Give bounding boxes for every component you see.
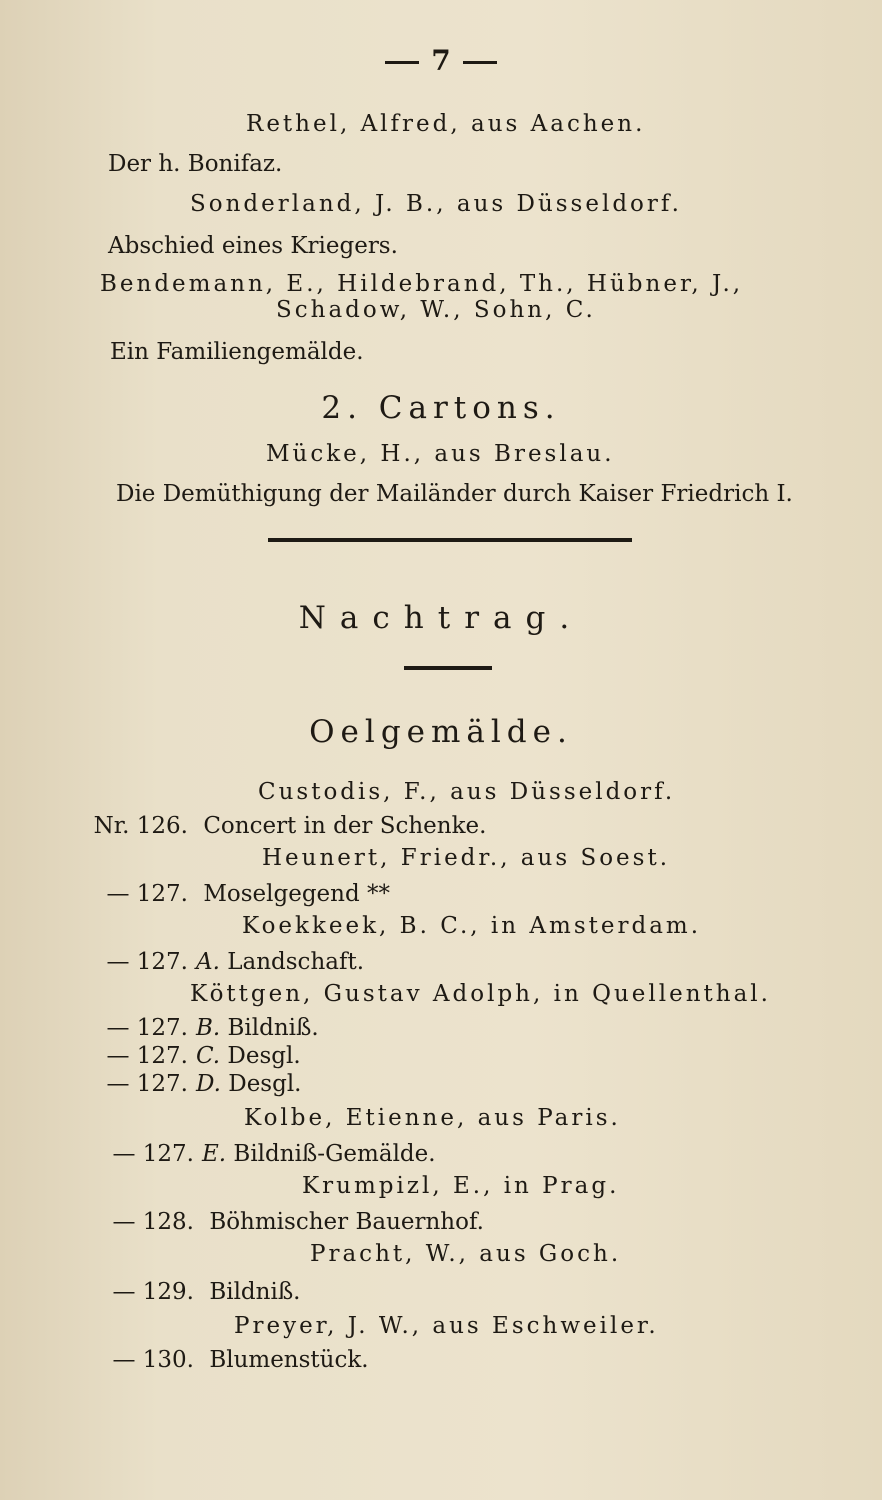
cartons-heading: 2. Cartons. (321, 390, 561, 426)
artist-line: Rethel, Alfred, aus Aachen. (246, 111, 646, 137)
artist-line: Kolbe, Etienne, aus Paris. (244, 1105, 621, 1131)
catalog-entry (70, 1042, 301, 1070)
artist-line: Koekkeek, B. C., in Amsterdam. (242, 913, 702, 939)
catalog-entry (70, 948, 364, 976)
catalog-entry (76, 1346, 369, 1374)
entry-suffix: B. (196, 1015, 221, 1041)
dash-left (385, 61, 419, 64)
artist-line: Sonderland, J. B., aus Düsseldorf. (190, 191, 682, 217)
entry-title: Böhmischer Bauernhof. (209, 1209, 484, 1235)
entry-number: — 127. (106, 949, 188, 975)
entry-number: — 127. (106, 1015, 188, 1041)
entry-number: — 127. (106, 1043, 188, 1069)
entry-title: Landschaft. (227, 949, 365, 975)
entry-number: — 127. (106, 1071, 188, 1097)
catalog-entry (70, 812, 486, 840)
catalog-entry (76, 1140, 436, 1168)
entry-suffix: A. (196, 949, 220, 975)
entry-title: Bildniß. (209, 1279, 301, 1305)
work-title: Ein Familiengemälde. (110, 339, 364, 365)
entry-suffix: D. (196, 1071, 221, 1097)
catalog-entry (70, 1014, 319, 1042)
nachtrag-heading: Nachtrag. (298, 600, 584, 636)
work-title: Der h. Bonifaz. (108, 151, 283, 177)
entry-number: Nr. 126. (93, 813, 188, 839)
artist-line: Custodis, F., aus Düsseldorf. (258, 779, 676, 805)
page-number-text: 7 (431, 44, 451, 77)
catalog-entry (70, 1070, 302, 1098)
short-divider (404, 666, 492, 670)
artist-line: Krumpizl, E., in Prag. (302, 1173, 620, 1199)
entry-title: Bildniß-Gemälde. (233, 1141, 436, 1167)
entry-number: — 130. (112, 1347, 194, 1373)
oelgemaelde-heading: Oelgemälde. (309, 714, 573, 750)
artist-line: Pracht, W., aus Goch. (310, 1241, 622, 1267)
work-title: Die Demüthigung der Mailänder durch Kaiser Friedrich I. (116, 481, 793, 507)
entry-number: — 129. (112, 1279, 194, 1305)
artist-line: Heunert, Friedr., aus Soest. (262, 845, 671, 871)
artist-line: Köttgen, Gustav Adolph, in Quellenthal. (190, 981, 771, 1007)
artist-line: Mücke, H., aus Breslau. (266, 441, 615, 467)
work-title: Abschied eines Kriegers. (108, 233, 398, 259)
section-divider (268, 538, 632, 542)
catalog-entry (76, 1278, 301, 1306)
entry-suffix: C. (196, 1043, 221, 1069)
dash-right (463, 61, 497, 64)
entry-title: Bildniß. (227, 1015, 319, 1041)
catalog-entry (76, 1208, 484, 1236)
entry-title: Desgl. (228, 1071, 302, 1097)
page-number (0, 44, 882, 77)
artist-line-continued: Schadow, W., Sohn, C. (276, 297, 596, 323)
artist-line: Bendemann, E., Hildebrand, Th., Hübner, J., (100, 271, 744, 297)
entry-title: Desgl. (227, 1043, 301, 1069)
artist-line: Preyer, J. W., aus Eschweiler. (234, 1313, 659, 1339)
entry-number: — 127. (106, 881, 188, 907)
entry-number: — 127. (112, 1141, 194, 1167)
entry-number: — 128. (112, 1209, 194, 1235)
entry-title: Concert in der Schenke. (203, 813, 487, 839)
entry-suffix: E. (202, 1141, 227, 1167)
entry-title: Blumenstück. (209, 1347, 369, 1373)
entry-title: Moselgegend ** (203, 881, 390, 907)
catalog-entry (70, 880, 390, 908)
